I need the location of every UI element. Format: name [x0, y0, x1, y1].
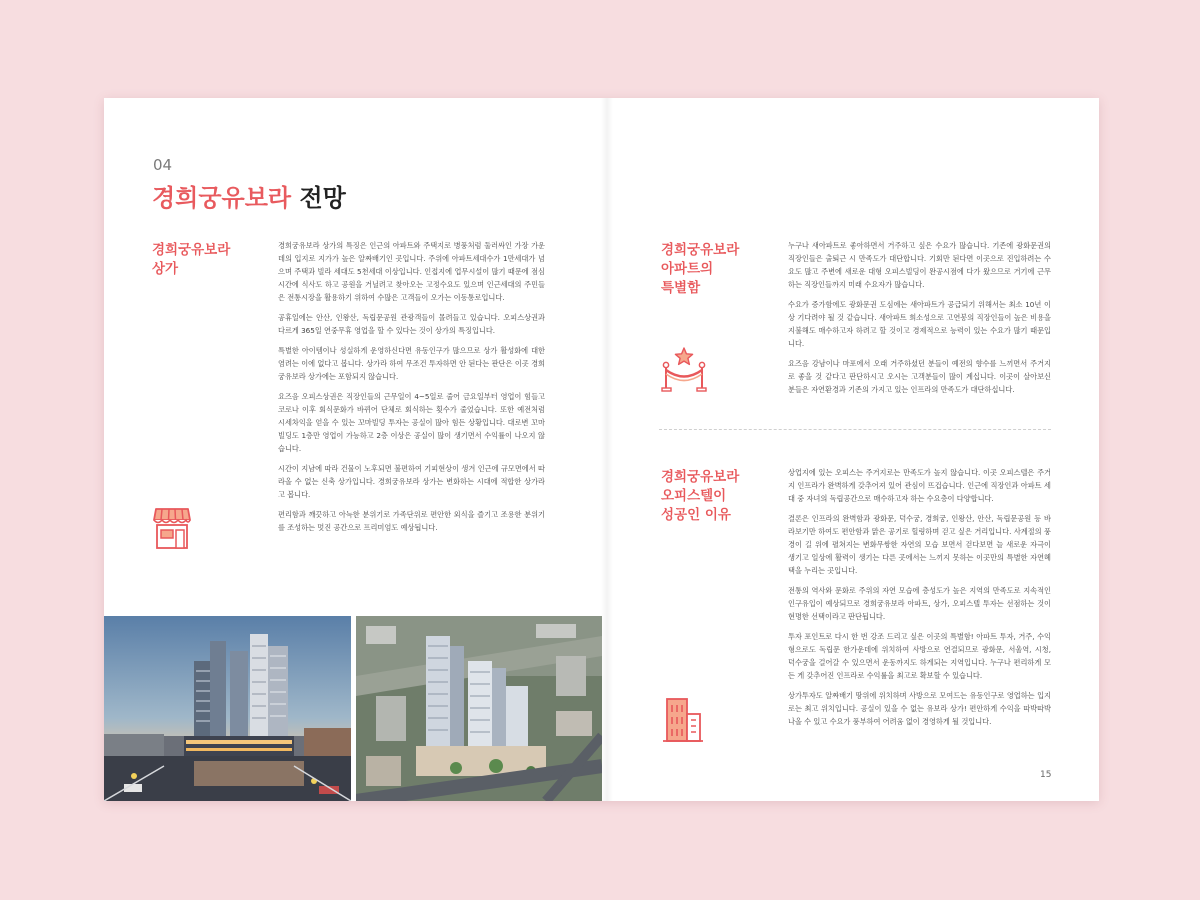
paragraph: 시간이 지남에 따라 건물이 노후되면 불편하여 기피현상이 생겨 인근에 규모면에서 따라올 수 없는 신축 상가입니다. 경희궁유보라 상가는 변화하는 시대에 적합한 상가라고 봅니다. [278, 464, 545, 499]
subheading-shop: 경희궁유보라 상가 [152, 242, 231, 277]
paragraph: 누구나 새아파트로 좋아하면서 거주하고 싶은 수요가 많습니다. 기존에 광화문권의 직장인들은 출퇴근 시 만족도가 대단합니다. 기회만 된다면 이곳으로 진입하려는 수요도 많고 주변에 새로운 대형 오피스빌딩이 완공시점에 다가 왔으므로 거기에 근무하는 직장인들까지 미래 수요자가 많습니다. [788, 241, 1051, 289]
section-number: 04 [153, 156, 173, 174]
subheading-officetel: 경희궁유보라 오피스텔이 성공인 이유 [661, 469, 740, 523]
paragraph: 전통의 역사와 문화로 주위의 자연 모습에 층성도가 높은 지역의 만족도로 지속적인 인구유입이 예상되므로 경희궁유보라 아파트, 상가, 오피스텔 투자는 선점하는 것이 현명한 선택이라고 판단됩니다. [788, 586, 1051, 621]
photo-aerial-rendering [356, 616, 602, 801]
paragraph: 공휴일에는 안산, 인왕산, 독립문공원 관광객들이 몰려들고 있습니다. 오피스상권과 다르게 365일 연중무휴 영업을 할 수 있다는 것이 상가의 특징입니다. [278, 313, 545, 335]
paragraph: 상업지에 있는 오피스는 주거지로는 만족도가 높지 않습니다. 이곳 오피스텔은 주거지 인프라가 완벽하게 갖추어져 있어 관심이 뜨겁습니다. 인근에 직장인과 아파트 세대 중 자녀의 독립공간으로 매수하고자 하는 수요층이 다양합니다. [788, 468, 1051, 503]
paragraph: 투자 포인트로 다시 한 번 강조 드리고 싶은 이곳의 특별함! 아파트 투자, 거주, 수익형으로도 독립문 한가운데에 위치하여 사방으로 연결되므로 광화문, 서울역, 시청, 덕수궁을 걸어갈 수 있으면서 운동까지도 하게되는 지역입니다. 누구나 편리하게 모든 게 갖추어진 인프라로 수익률을 최고로 확보할 수 있습니다. [788, 632, 1051, 680]
paragraph: 요즈음 오피스상권은 직장인들의 근무일이 4~5일로 줄어 금요일부터 영업이 힘들고 코로나 이후 회식문화가 바뀌어 단체로 회식하는 횟수가 줄었습니다. 또한 예전처럼 시세차익을 얻을 수 있는 꼬마빌딩 투자는 공실이 많아 힘든 상황입니다. 대로변 꼬마빌딩도 1층만 영업이 가능하고 2층 이상은 공실이 많이 생기면서 수익률이 나오지 않습니다. [278, 392, 545, 453]
paragraph: 수요가 증가함에도 광화문권 도심에는 새아파트가 공급되기 위해서는 최소 10년 이상 기다려야 될 것 같습니다. 새아파트 희소성으로 고연봉의 직장인들이 높은 비용을 지불해도 매수하고자 하려고 할 것이고 경제적으로 능력이 있는 수요가 많기 때문입니다. [788, 300, 1051, 348]
stanchion-star-icon [661, 347, 707, 393]
brochure-spread [104, 98, 1099, 801]
office-building-icon [661, 696, 705, 744]
photo-street-rendering [104, 616, 351, 801]
page-gutter [601, 98, 613, 801]
subheading-apartment: 경희궁유보라 아파트의 특별함 [661, 242, 740, 296]
section-divider [659, 429, 1051, 430]
apartment-body [788, 239, 1051, 403]
paragraph: 요즈음 강남이나 마포에서 오래 거주하셨던 분들이 예전의 향수를 느끼면서 주거지로 좋을 것 같다고 판단하시고 오시는 고객분들이 많이 계십니다. 이곳이 살아보신 분들은 자연환경과 기존의 가지고 있는 인프라의 만족도가 대단하십니다. [788, 359, 1051, 394]
officetel-body [788, 466, 1051, 735]
paragraph: 특별한 아이템이나 성실하게 운영하신다면 유동인구가 많으므로 상가 활성화에 대한 염려는 이에 없다고 봅니다. 상가라 하여 무조건 투자하면 안 된다는 판단은 이곳 경희궁유보라 상가에는 포함되지 않습니다. [278, 346, 545, 381]
storefront-icon [152, 506, 192, 550]
paragraph: 결론은 인프라의 완벽함과 광화문, 덕수궁, 경희궁, 인왕산, 안산, 독립문공원 등 바라보기만 하여도 편안함과 맑은 공기로 힐링하며 걷고 싶은 거리입니다. 사계절의 풍경이 길 위에 펼쳐지는 변화무쌍한 자연의 모습 보면서 걷다보면 늘 새로운 자극이 생기고 일상에 활력이 생기는 다른 곳에서는 느끼지 못하는 이곳만의 특별한 자연혜택을 누리는 곳입니다. [788, 514, 1051, 575]
paragraph: 상가투자도 알짜배기 땅위에 위치하며 사방으로 모여드는 유동인구로 영업하는 입지로는 최고 위치입니다. 공실이 있을 수 없는 유보라 상가! 편안하게 수익을 따박따박 나올 수 있고 수요가 풍부하여 어려움 없이 경영하게 될 것입니다. [788, 691, 1051, 726]
page-number: 15 [1040, 770, 1052, 780]
paragraph: 편리함과 깨끗하고 아늑한 분위기로 가족단위로 편안한 외식을 즐기고 조용한 분위기를 조성하는 멋진 공간으로 프리미엄도 예상됩니다. [278, 510, 545, 532]
section-title-rest: 전망 [299, 184, 346, 212]
shop-body [278, 239, 545, 541]
section-title-highlight: 경희궁유보라 [152, 184, 292, 212]
section-title [152, 178, 346, 213]
paragraph: 경희궁유보라 상가의 특징은 인근의 아파트와 주택지로 병풍처럼 둘러싸인 가장 가운데의 입지로 지가가 높은 알짜배기인 곳입니다. 주위에 아파트세대수가 1만세대가 넘으며 주택과 빌라 세대도 5천세대 이상입니다. 인접지에 업무시설이 많기 때문에 점심시간에 식사도 하고 공원을 거닐려고 찾아오는 고정수요도 있으며 인근세대의 주민들은 전통시장을 활용하기 위하여 수많은 고객들이 오가는 이동통로입니다. [278, 241, 545, 302]
